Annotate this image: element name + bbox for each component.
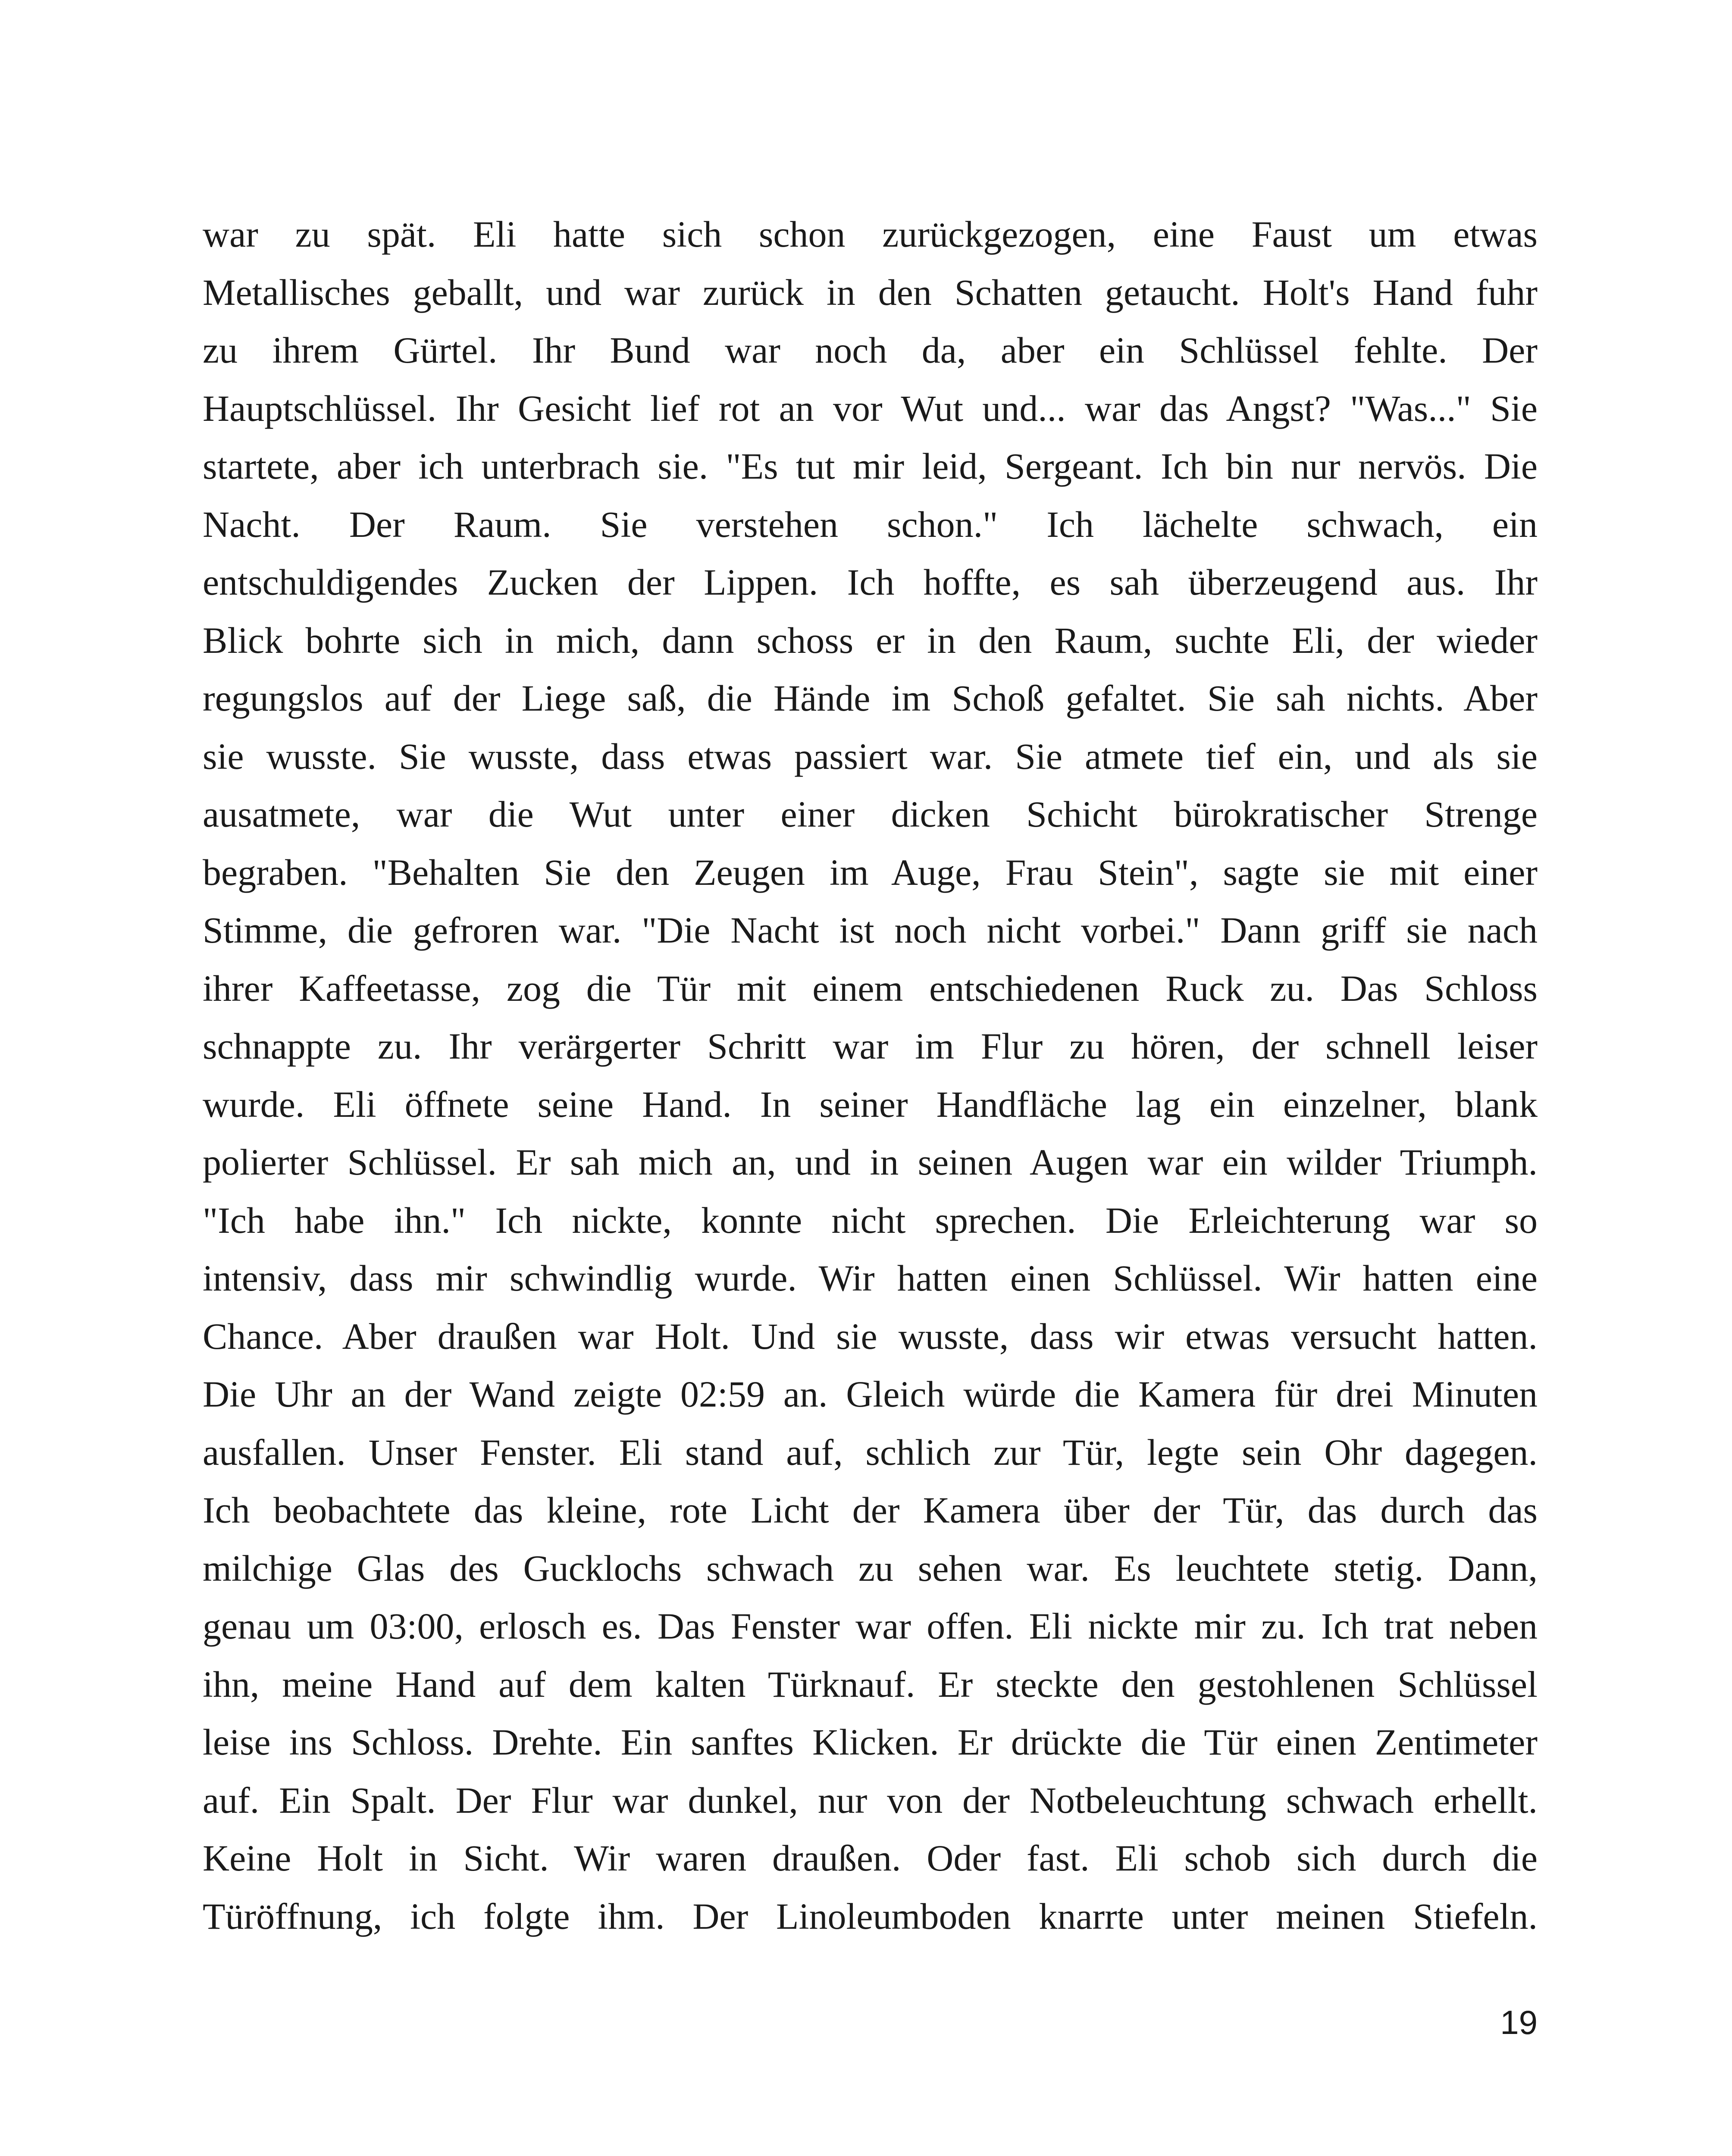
- text-line: Türöffnung, ich folgte ihm. Der Linoleumboden knarrte unter meinen Stiefeln.: [203, 1895, 1538, 1937]
- text-line: ihrer Kaffeetasse, zog die Tür mit einem entschiedenen Ruck zu. Das Schloss: [203, 967, 1538, 1009]
- text-line: ausfallen. Unser Fenster. Eli stand auf, schlich zur Tür, legte sein Ohr dagegen.: [203, 1431, 1538, 1473]
- text-line: entschuldigendes Zucken der Lippen. Ich hoffte, es sah überzeugend aus. Ihr: [203, 561, 1538, 603]
- text-line: sie wusste. Sie wusste, dass etwas passiert war. Sie atmete tief ein, und als sie: [203, 735, 1538, 777]
- text-line: startete, aber ich unterbrach sie. "Es tut mir leid, Sergeant. Ich bin nur nervös. Die: [203, 445, 1538, 487]
- text-line: genau um 03:00, erlosch es. Das Fenster war offen. Eli nickte mir zu. Ich trat neben: [203, 1605, 1538, 1647]
- text-line: war zu spät. Eli hatte sich schon zurückgezogen, eine Faust um etwas: [203, 213, 1538, 255]
- text-line: Die Uhr an der Wand zeigte 02:59 an. Gleich würde die Kamera für drei Minuten: [203, 1373, 1538, 1415]
- text-line: ausatmete, war die Wut unter einer dicken Schicht bürokratischer Strenge: [203, 793, 1538, 835]
- text-line: "Ich habe ihn." Ich nickte, konnte nicht sprechen. Die Erleichterung war so: [203, 1199, 1538, 1241]
- text-line: schnappte zu. Ihr verärgerter Schritt war im Flur zu hören, der schnell leiser: [203, 1025, 1538, 1067]
- text-line: Chance. Aber draußen war Holt. Und sie wusste, dass wir etwas versucht hatten.: [203, 1315, 1538, 1357]
- text-line: intensiv, dass mir schwindlig wurde. Wir hatten einen Schlüssel. Wir hatten eine: [203, 1257, 1538, 1299]
- text-line: Ich beobachtete das kleine, rote Licht der Kamera über der Tür, das durch das: [203, 1489, 1538, 1531]
- body-text: [203, 205, 1538, 1945]
- text-line: ihn, meine Hand auf dem kalten Türknauf. Er steckte den gestohlenen Schlüssel: [203, 1663, 1538, 1705]
- text-line: wurde. Eli öffnete seine Hand. In seiner Handfläche lag ein einzelner, blank: [203, 1083, 1538, 1125]
- text-line: Hauptschlüssel. Ihr Gesicht lief rot an vor Wut und... war das Angst? "Was..." Sie: [203, 387, 1538, 429]
- text-line: milchige Glas des Gucklochs schwach zu sehen war. Es leuchtete stetig. Dann,: [203, 1547, 1538, 1589]
- text-line: polierter Schlüssel. Er sah mich an, und in seinen Augen war ein wilder Triumph.: [203, 1141, 1538, 1183]
- text-line: begraben. "Behalten Sie den Zeugen im Auge, Frau Stein", sagte sie mit einer: [203, 851, 1538, 893]
- text-line: Blick bohrte sich in mich, dann schoss er in den Raum, suchte Eli, der wieder: [203, 619, 1538, 661]
- text-line: Keine Holt in Sicht. Wir waren draußen. Oder fast. Eli schob sich durch die: [203, 1837, 1538, 1879]
- text-line: Metallisches geballt, und war zurück in den Schatten getaucht. Holt's Hand fuhr: [203, 271, 1538, 313]
- text-line: Stimme, die gefroren war. "Die Nacht ist noch nicht vorbei." Dann griff sie nach: [203, 909, 1538, 951]
- text-line: regungslos auf der Liege saß, die Hände im Schoß gefaltet. Sie sah nichts. Aber: [203, 677, 1538, 719]
- text-line: leise ins Schloss. Drehte. Ein sanftes Klicken. Er drückte die Tür einen Zentimeter: [203, 1721, 1538, 1763]
- text-line: Nacht. Der Raum. Sie verstehen schon." Ich lächelte schwach, ein: [203, 503, 1538, 545]
- text-line: auf. Ein Spalt. Der Flur war dunkel, nur von der Notbeleuchtung schwach erhellt.: [203, 1779, 1538, 1821]
- page-number: 19: [1500, 2003, 1538, 2041]
- text-line: zu ihrem Gürtel. Ihr Bund war noch da, aber ein Schlüssel fehlte. Der: [203, 329, 1538, 371]
